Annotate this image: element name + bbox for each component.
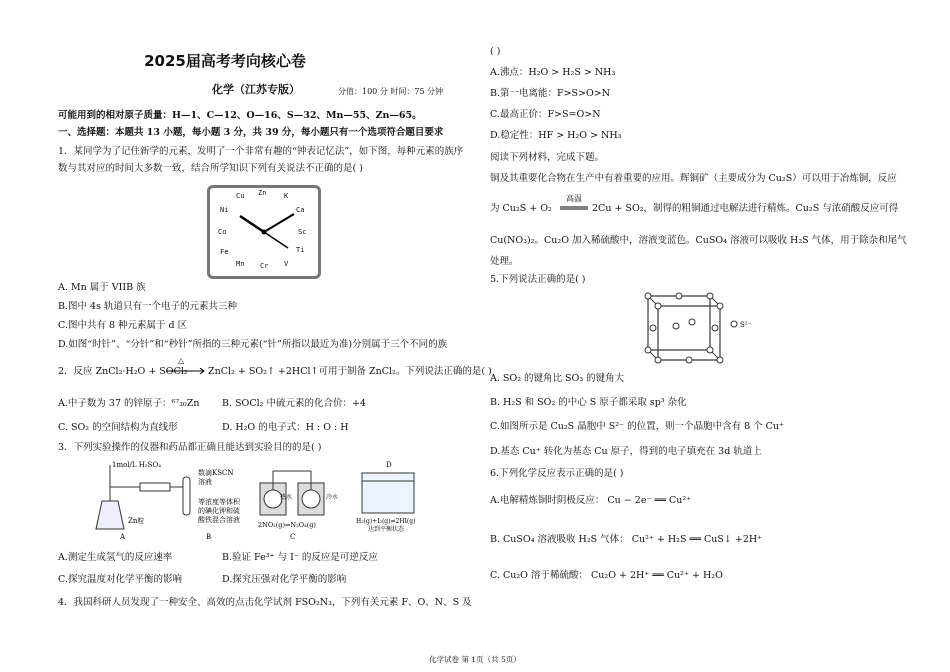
q3-label-a: A xyxy=(120,533,126,541)
reading-condition: 高温 xyxy=(566,194,582,203)
clock-label: Ca xyxy=(296,206,305,214)
atomic-mass-line: 可能用到的相对原子质量：H—1、C—12、O—16、S—32、Mn—55、Zn—65。 xyxy=(58,110,422,121)
container-d-icon xyxy=(362,473,414,513)
q2-option-b: B. SOCl₂ 中硫元素的化合价：+4 xyxy=(222,398,366,409)
q3-option-d: D.探究压强对化学平衡的影响 xyxy=(222,574,347,585)
q3-label-cold: 冷水 xyxy=(326,494,339,501)
crystal-cell-figure xyxy=(640,290,770,370)
score-time: 分值：100 分 时间：75 分钟 xyxy=(338,87,444,96)
page-title: 2025届高考考向核心卷 xyxy=(144,52,306,70)
reading-line5: 处理。 xyxy=(490,256,519,267)
page-footer: 化学试卷 第 1页（共 5页） xyxy=(429,655,521,664)
subtitle: 化学（江苏专版） xyxy=(212,83,300,96)
test-tube-icon xyxy=(183,477,190,515)
q4-stem: 4．我国科研人员发现了一种安全、高效的点击化学试剂 FSO₂N₃，下列有关元素 F、O、N、S 及 xyxy=(58,597,472,608)
q6-option-b: B. CuSO₄ 溶液吸收 H₂S 气体： Cu²⁺ + H₂S ══ CuS↓ +2H⁺ xyxy=(490,534,763,545)
q3-label-zn: Zn粒 xyxy=(128,517,145,525)
q1-stem-line2: 数与其对应的时间大多数一致，结合所学知识下列有关说法不正确的是( ) xyxy=(58,163,363,174)
q6-option-c: C. Cu₂O 溶于稀硫酸： Cu₂O + 2H⁺ ══ Cu²⁺ + H₂O xyxy=(490,570,723,581)
q5-option-d: D.基态 Cu⁺ 转化为基态 Cu 原子，得到的电子填充在 3d 轨道上 xyxy=(490,446,762,457)
q3-label-eq-d1: H₂(g)+I₂(g)⇌2HI(g) xyxy=(356,518,416,525)
q1-option-d: D.如图“时针”、“分针”和“秒针”所指的三种元素(“针”所指以最近为准)分别属于三个不同的族 xyxy=(58,339,448,350)
q5-stem: 5.下列说法正确的是( ) xyxy=(490,274,586,285)
q3-label-mix1: 等浓度等体积 xyxy=(198,498,240,506)
reading-line2: 铜及其重要化合物在生产中有着重要的应用。辉铜矿（主要成分为 Cu₂S）可以用于冶炼铜，反应 xyxy=(490,173,897,184)
q6-option-a: A.电解精炼铜时阴极反应： Cu − 2e⁻ ══ Cu²⁺ xyxy=(490,495,692,506)
q2-condition: △ xyxy=(178,356,185,365)
clock-label: K xyxy=(284,192,289,200)
reading-line4: Cu(NO₃)₂。Cu₂O 加入稀硫酸中，溶液变蓝色。CuSO₄ 溶液可以吸收 H₂S 气体，用于除杂和尾气 xyxy=(490,235,907,246)
q2-option-d: D. H₂O 的电子式：H : O : H xyxy=(222,422,349,433)
q4-option-d: D.稳定性：HF > H₂O > NH₃ xyxy=(490,130,622,141)
reading-line3b: 2Cu + SO₂，制得的粗铜通过电解法进行精炼。Cu₂S 与浓硝酸反应可得 xyxy=(592,203,899,214)
q3-label-kscn: 数滴KSCN xyxy=(198,469,234,477)
clock-label: V xyxy=(284,260,289,268)
reading-arrow-icon xyxy=(560,205,590,211)
q3-label-acid: 1mol/L H₂SO₄ xyxy=(112,461,162,469)
clock-label: Fe xyxy=(220,248,229,256)
q3-label-kscn2: 溶液 xyxy=(198,478,212,486)
q3-apparatus-figure xyxy=(90,457,440,542)
q2-option-c: C. SO₂ 的空间结构为直线形 xyxy=(58,422,178,433)
clock-label: Ni xyxy=(220,206,229,214)
q3-label-eq-d2: 达到平衡状态 xyxy=(368,526,405,533)
clock-label: Co xyxy=(218,228,227,236)
flask-a-icon xyxy=(96,501,124,529)
q3-stem: 3．下列实验操作的仪器和药品都正确且能达到实验目的的是( ) xyxy=(58,442,322,453)
clock-label: Cr xyxy=(260,262,269,270)
q3-label-mix2: 的碘化钾和硫 xyxy=(198,507,240,515)
q2-stem-part2: ZnCl₂ + SO₂↑ +2HCl↑可用于制备 ZnCl₂。下列说法正确的是( ) xyxy=(208,366,492,377)
clock-hands-icon xyxy=(210,188,318,276)
q2-option-a: A.中子数为 37 的锌原子：⁶⁷₃₀Zn xyxy=(58,398,200,409)
q5-option-a: A. SO₂ 的键角比 SO₃ 的键角大 xyxy=(490,373,625,384)
reading-line3a: 为 Cu₂S + O₂ xyxy=(490,203,552,214)
element-clock-figure xyxy=(207,185,321,279)
q5-option-c: C.如图所示是 Cu₂S 晶胞中 S²⁻ 的位置，则一个晶胞中含有 8 个 Cu⁺ xyxy=(490,421,785,432)
q4-option-b: B.第一电离能：F>S>O>N xyxy=(490,88,611,99)
q3-label-eq-c: 2NO₂(g)⇌N₂O₄(g) xyxy=(258,521,316,529)
q4-stem-cont: ( ) xyxy=(490,46,501,57)
reading-intro: 阅读下列材料，完成下题。 xyxy=(490,152,605,163)
q6-stem: 6.下列化学反应表示正确的是( ) xyxy=(490,468,624,479)
q3-label-b: B xyxy=(206,533,212,541)
q4-option-c: C.最高正价：F>S=O>N xyxy=(490,109,601,120)
q2-stem-part1: 2．反应 ZnCl₂·H₂O + SOCl₂ xyxy=(58,366,188,377)
q1-stem-line1: 1．某同学为了记住新学的元素，发明了一个非常有趣的“钟表记忆法”，如下图，每种元素的族序 xyxy=(58,146,464,157)
q3-label-hot: 热水 xyxy=(280,494,293,501)
q4-option-a: A.沸点：H₂O > H₂S > NH₃ xyxy=(490,67,616,78)
clock-label: Sc xyxy=(298,228,307,236)
q5-ion-label: S²⁻ xyxy=(740,321,752,329)
q1-option-c: C.图中共有 8 种元素属于 d 区 xyxy=(58,320,188,331)
q3-label-c: C xyxy=(290,533,296,541)
section-heading: 一、选择题：本题共 13 小题，每小题 3 分，共 39 分，每小题只有一个选项符合题目要求 xyxy=(58,127,444,138)
q1-option-a: A. Mn 属于 VIIB 族 xyxy=(58,282,146,293)
clock-label: Cu xyxy=(236,192,245,200)
clock-label: Zn xyxy=(258,189,267,197)
q3-label-mix3: 酸铁混合溶液 xyxy=(198,516,240,524)
q3-label-d: D xyxy=(386,461,392,469)
q2-arrow-icon xyxy=(166,368,206,374)
clock-label: Ti xyxy=(296,246,305,254)
syringe-icon xyxy=(140,483,170,491)
clock-label: Mn xyxy=(236,260,245,268)
q3-option-b: B.验证 Fe³⁺ 与 I⁻ 的反应是可逆反应 xyxy=(222,552,378,563)
q5-option-b: B. H₂S 和 SO₂ 的中心 S 原子都采取 sp³ 杂化 xyxy=(490,397,687,408)
q3-option-c: C.探究温度对化学平衡的影响 xyxy=(58,574,182,585)
q3-option-a: A.测定生成氢气的反应速率 xyxy=(58,552,173,563)
flask-cold-icon xyxy=(302,490,320,508)
q1-option-b: B.图中 4s 轨道只有一个电子的元素共三种 xyxy=(58,301,237,312)
